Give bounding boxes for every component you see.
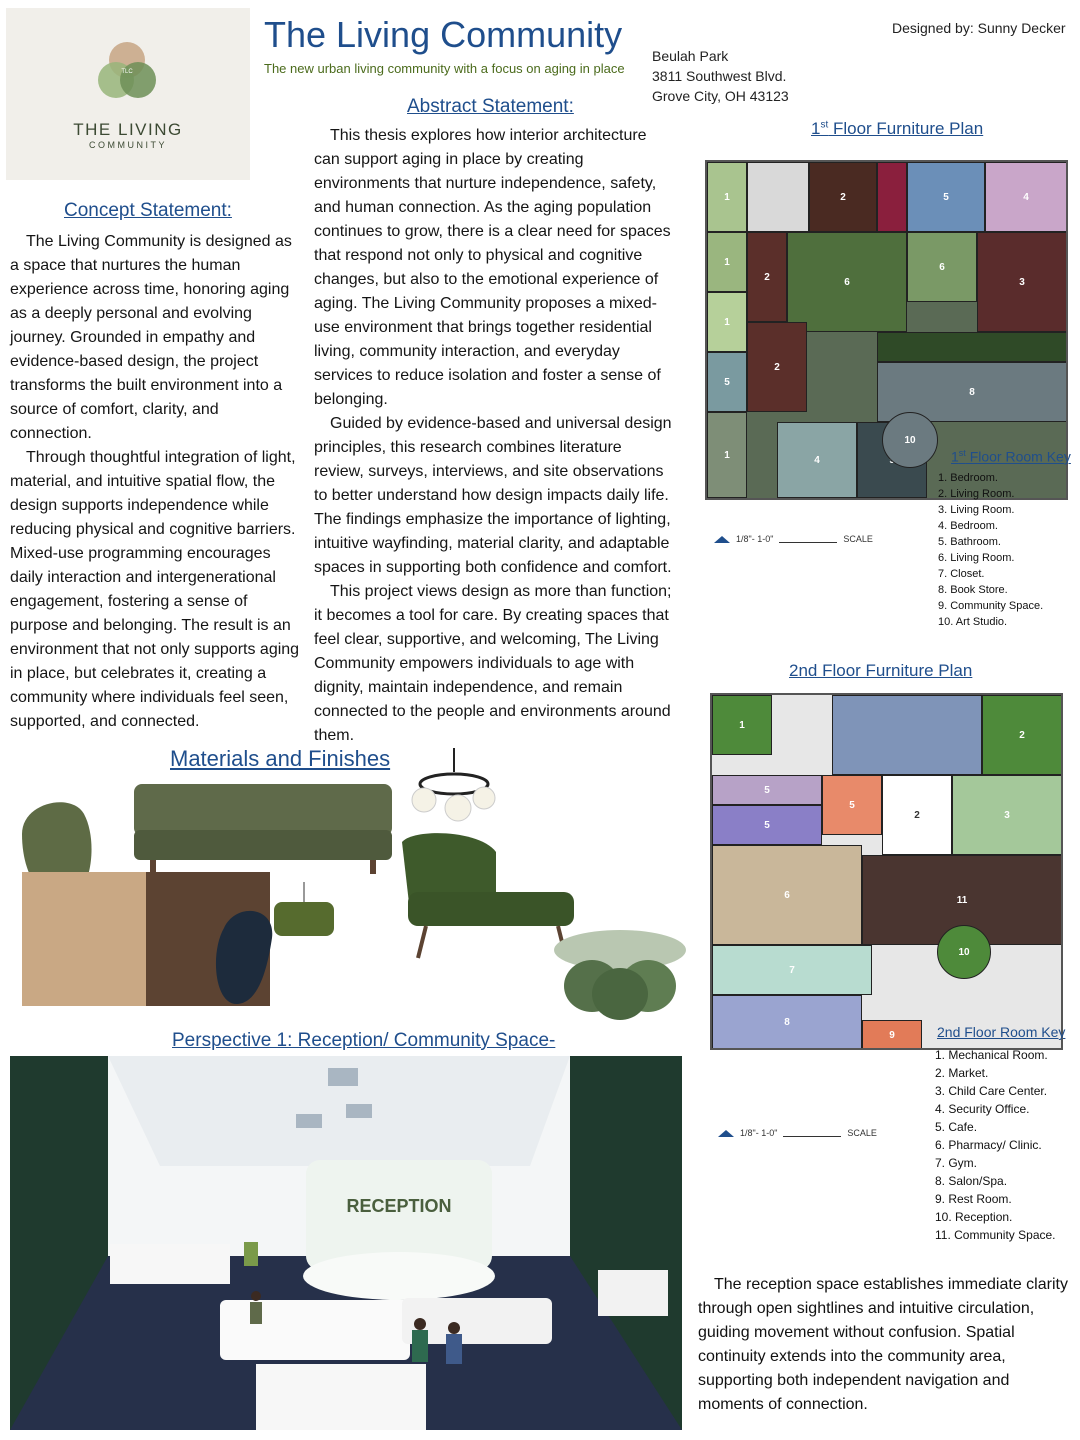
designer-credit: Designed by: Sunny Decker <box>892 20 1066 36</box>
plan-room: 11 <box>862 855 1062 945</box>
room-key-item: 5. Cafe. <box>935 1120 978 1134</box>
lounge-seating <box>110 1244 230 1284</box>
plan-room: 1 <box>707 162 747 232</box>
room-key-item: 4. Security Office. <box>935 1102 1030 1116</box>
room-key-item: 1. Bedroom. <box>938 472 998 484</box>
room-key-item: 4. Bedroom. <box>938 520 998 532</box>
abstract-paragraph: This project views design as more than function; it becomes a tool for care. By creating spaces that feel clear, supportive, and welcoming, The Living Community empowers individuals to age with dignity, maintain independence, and remain connected to the people and environments around them. <box>314 583 672 744</box>
floor1-key-title <box>951 448 1071 465</box>
room-key-item: 6. Pharmacy/ Clinic. <box>935 1138 1042 1152</box>
plan-room: 1 <box>707 412 747 498</box>
skylight <box>328 1068 358 1086</box>
floor2-plan-title: 2nd Floor Furniture Plan <box>789 661 973 680</box>
room-key-item: 9. Rest Room. <box>935 1192 1012 1206</box>
floor2-key-title: 2nd Floor Room Key <box>937 1024 1066 1040</box>
page-title: The Living Community <box>264 14 623 55</box>
materials-board <box>10 742 686 1026</box>
plan-room: 2 <box>809 162 877 232</box>
room-key-item: 9. Community Space. <box>938 600 1044 612</box>
room-key-item: 7. Closet. <box>938 568 985 580</box>
marble-table-image <box>554 930 686 1020</box>
site-address <box>652 46 789 106</box>
address-line: 3811 Southwest Blvd. <box>652 68 787 84</box>
perspective-heading: Perspective 1: Reception/ Community Space- <box>172 1030 556 1051</box>
room-key-item: 11. Community Space. <box>935 1228 1056 1242</box>
plan-room: 6 <box>787 232 907 332</box>
floor1-title-sup: st <box>820 119 829 131</box>
room-key-item: 10. Art Studio. <box>938 616 1008 628</box>
floor2-scale-bar <box>718 1128 877 1138</box>
room-key-item: 8. Book Store. <box>938 584 1008 596</box>
sofa-image <box>134 784 392 874</box>
concept-heading: Concept Statement: <box>64 200 232 221</box>
plan-room: 6 <box>712 845 862 945</box>
room-key-item: 8. Salon/Spa. <box>935 1174 1008 1188</box>
plan-room: 2 <box>747 232 787 322</box>
room-key-item: 2. Living Room. <box>938 488 1015 500</box>
armchair-image <box>402 833 574 958</box>
perspective-description <box>698 1273 1068 1417</box>
plan-room: 7 <box>712 945 872 995</box>
plan-room: 8 <box>877 362 1067 422</box>
floor1-scale-bar <box>714 534 873 544</box>
floor1-plan-title <box>811 119 983 139</box>
reception-sign: RECEPTION <box>346 1196 452 1216</box>
abstract-statement <box>314 124 674 748</box>
lounge-seating <box>598 1270 668 1316</box>
plan-room: 4 <box>985 162 1067 232</box>
plan-room: 3 <box>952 775 1062 855</box>
plan-room: 5 <box>822 775 882 835</box>
scale-text: 1/8"- 1-0" <box>740 1128 778 1138</box>
plan-room: 4 <box>777 422 857 498</box>
room-key-item: 7. Gym. <box>935 1156 978 1170</box>
reception-desk <box>303 1252 495 1300</box>
plan-room: 1 <box>707 232 747 292</box>
reception-perspective-render <box>10 1056 682 1430</box>
floor1-title-number: 1 <box>811 119 821 138</box>
abstract-heading: Abstract Statement: <box>407 96 574 117</box>
plan-room: 2 <box>982 695 1062 775</box>
lounge-seating <box>220 1300 410 1360</box>
abstract-paragraph: This thesis explores how interior architecture can support aging in place by creating environments that nurture independence, safety, and human connection. As the aging population continues to grow, there is a clear need for spaces that respond not only to physical and cognitive changes, but also to the emotional experience of aging. The Living Community proposes a mixed-use environment that brings together residential living, community interaction, and everyday services to reduce isolation and foster a sense of belonging. <box>314 127 671 408</box>
scale-line <box>779 535 837 543</box>
plan-room: 10 <box>937 925 991 979</box>
pendant-light-image <box>274 882 334 936</box>
oak-wood-sample <box>22 872 146 1006</box>
scale-text: 1/8"- 1-0" <box>736 534 774 544</box>
plan-room: 3 <box>977 232 1067 332</box>
plan-room: 5 <box>712 775 822 805</box>
plan-room: 5 <box>907 162 985 232</box>
skylight <box>296 1114 322 1128</box>
tagline: The new urban living community with a focus on aging in place <box>264 61 625 76</box>
plan-room: 2 <box>882 775 952 855</box>
plan-room: 9 <box>862 1020 922 1050</box>
room-key-item: 1. Mechanical Room. <box>935 1048 1048 1062</box>
plan-room: 5 <box>712 805 822 845</box>
floor2-room-key <box>935 1046 1056 1244</box>
north-arrow-icon <box>714 536 730 543</box>
floor2-plan-image <box>710 693 1066 1050</box>
scale-label: SCALE <box>843 534 873 544</box>
floor1-key-sup: st <box>958 448 966 458</box>
concept-statement <box>10 230 304 734</box>
floor1-room-key <box>938 470 1043 630</box>
plan-room <box>832 695 982 775</box>
plan-room <box>877 162 907 232</box>
room-key-item: 3. Living Room. <box>938 504 1015 516</box>
floor1-key-number: 1 <box>951 448 959 465</box>
logo-sub: COMMUNITY <box>89 140 167 150</box>
north-arrow-icon <box>718 1130 734 1137</box>
plan-room: 10 <box>882 412 938 468</box>
plan-room: 1 <box>707 292 747 352</box>
concept-paragraph: Through thoughtful integration of light, material, and intuitive spatial flow, the design supports independence while reducing physical and cognitive barriers. Mixed-use programming encourages daily interaction and intergenerational engagement, fostering a sense of purpose and belonging. The result is an environment that not only supports aging in place, but celebrates it, creating a community where individuals feel seen, supported, and connected. <box>10 449 300 730</box>
logo-panel <box>6 8 250 180</box>
logo-monogram: TLC <box>121 69 133 75</box>
plan-room: 1 <box>712 695 772 755</box>
planter <box>244 1242 258 1266</box>
plan-room: 8 <box>712 995 862 1050</box>
room-key-item: 2. Market. <box>935 1066 989 1080</box>
scale-label: SCALE <box>847 1128 877 1138</box>
plan-room: 2 <box>747 322 807 412</box>
perspective-paragraph: The reception space establishes immediate clarity through open sightlines and intuitive circulation, guiding movement without confusion. Spatial continuity extends into the community area, supporting both independent navigation and moments of connection. <box>698 1276 1068 1413</box>
plan-room: 6 <box>907 232 977 302</box>
logo-icon <box>92 38 162 108</box>
plan-room: 5 <box>707 352 747 412</box>
room-key-item: 5. Bathroom. <box>938 536 1001 548</box>
logo-name: THE LIVING <box>73 120 183 139</box>
abstract-paragraph: Guided by evidence-based and universal design principles, this research combines literature review, surveys, interviews, and site observations to better understand how design impacts daily life. The findings emphasize the importance of lighting, intuitive wayfinding, material clarity, and adaptable spaces in supporting both confidence and comfort. <box>314 415 672 576</box>
skylight <box>346 1104 372 1118</box>
plan-room <box>877 332 1067 362</box>
lounge-seating <box>256 1364 426 1430</box>
concept-paragraph: The Living Community is designed as a space that nurtures the human experience across time, honoring aging as a deeply personal and evolving journey. Grounded in empathy and evidence-based design, the project transforms the built environment into a source of comfort, clarity, and connection. <box>10 233 292 442</box>
address-line: Beulah Park <box>652 48 729 64</box>
floor1-key-rest: Floor Room Key <box>965 448 1071 465</box>
room-key-item: 10. Reception. <box>935 1210 1013 1224</box>
ceiling-fixture-image <box>412 748 495 821</box>
materials-heading: Materials and Finishes <box>170 746 391 771</box>
floor1-title-rest: Floor Furniture Plan <box>828 119 984 138</box>
plan-room <box>747 162 809 232</box>
address-line: Grove City, OH 43123 <box>652 88 789 104</box>
room-key-item: 6. Living Room. <box>938 552 1015 564</box>
scale-line <box>783 1129 841 1137</box>
room-key-item: 3. Child Care Center. <box>935 1084 1048 1098</box>
